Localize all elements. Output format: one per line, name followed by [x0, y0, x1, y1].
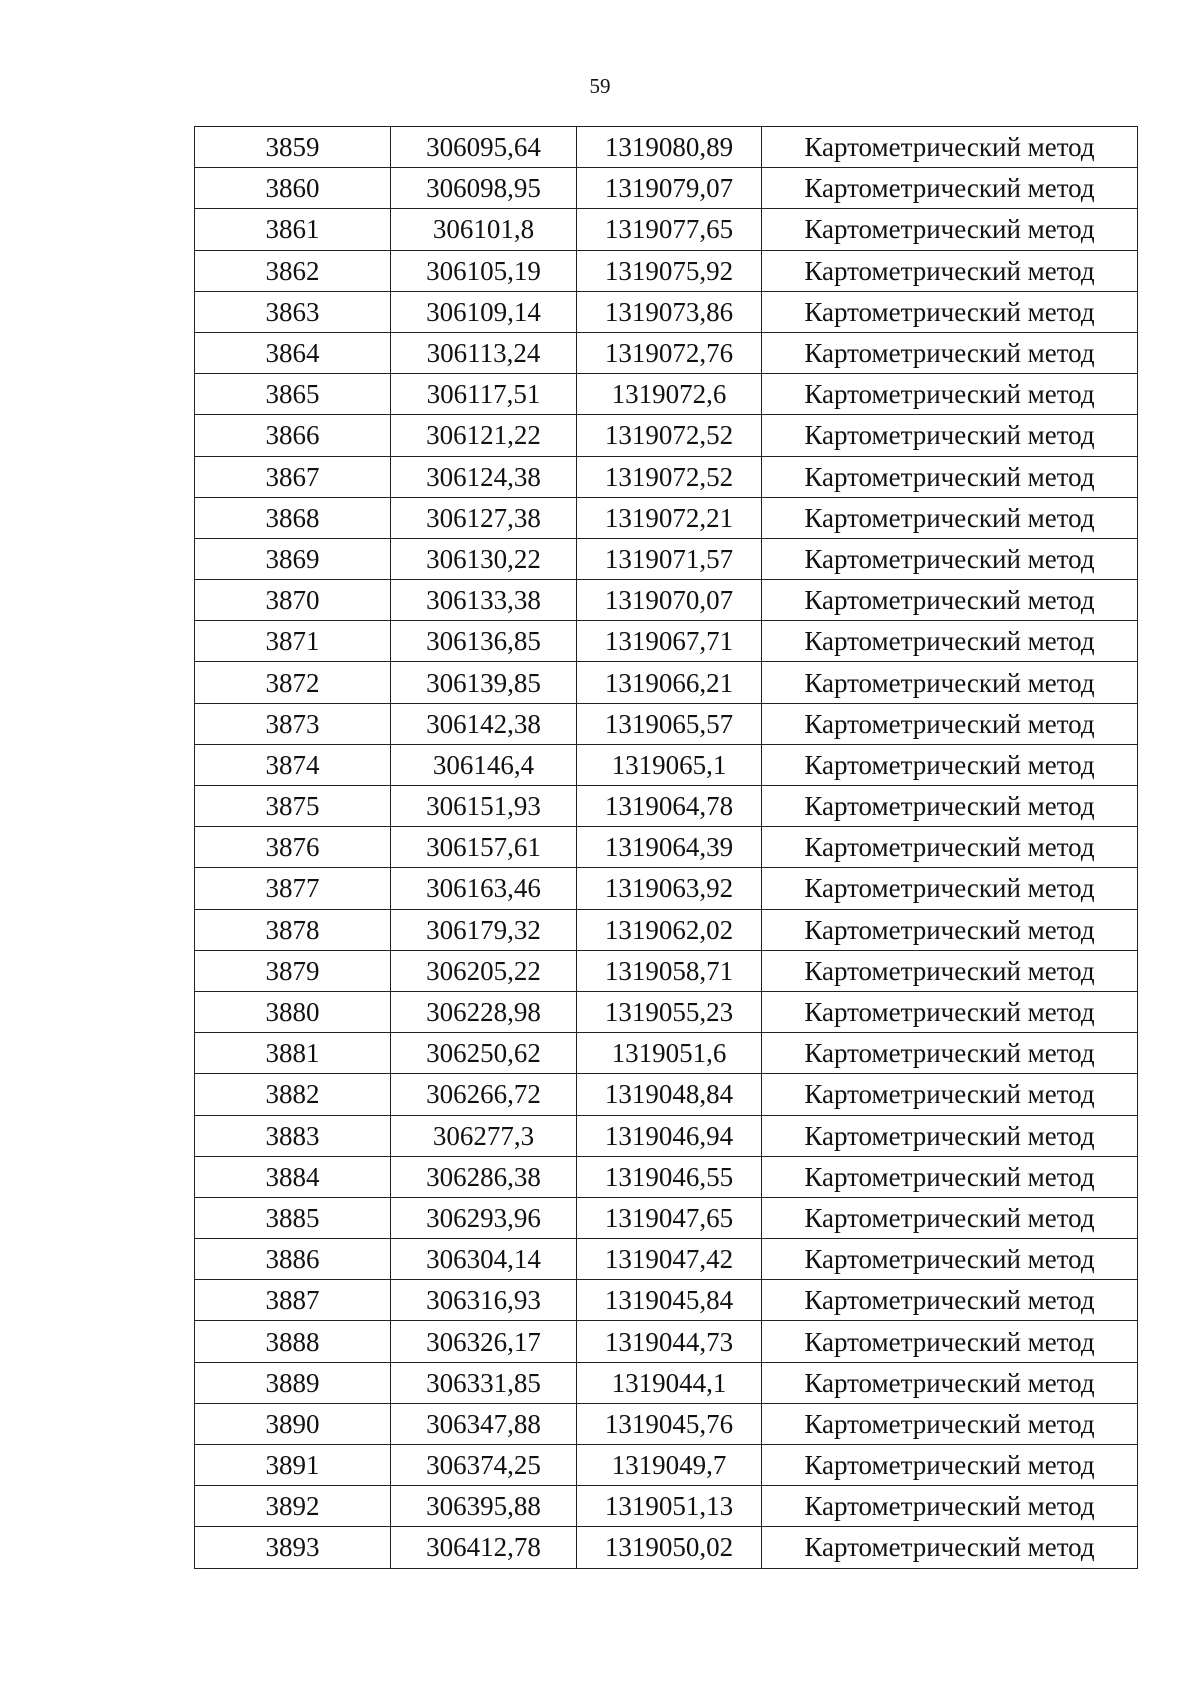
method-cell: Картометрический метод: [762, 374, 1138, 415]
y-coordinate-cell: 1319045,76: [577, 1403, 762, 1444]
table-row: [195, 1239, 1138, 1280]
y-coordinate-cell: 1319051,6: [577, 1033, 762, 1074]
point-number-cell: 3874: [195, 744, 391, 785]
point-number-cell: 3875: [195, 786, 391, 827]
method-cell: Картометрический метод: [762, 209, 1138, 250]
y-coordinate-cell: 1319064,39: [577, 827, 762, 868]
point-number-cell: 3877: [195, 868, 391, 909]
x-coordinate-cell: 306124,38: [391, 456, 577, 497]
y-coordinate-cell: 1319066,21: [577, 662, 762, 703]
point-number-cell: 3879: [195, 950, 391, 991]
method-cell: Картометрический метод: [762, 991, 1138, 1032]
table-row: [195, 662, 1138, 703]
table-row: [195, 1074, 1138, 1115]
point-number-cell: 3880: [195, 991, 391, 1032]
table-row: [195, 991, 1138, 1032]
table-row: [195, 1280, 1138, 1321]
method-cell: Картометрический метод: [762, 950, 1138, 991]
x-coordinate-cell: 306347,88: [391, 1403, 577, 1444]
method-cell: Картометрический метод: [762, 415, 1138, 456]
x-coordinate-cell: 306130,22: [391, 538, 577, 579]
point-number-cell: 3872: [195, 662, 391, 703]
table-row: [195, 209, 1138, 250]
method-cell: Картометрический метод: [762, 497, 1138, 538]
method-cell: Картометрический метод: [762, 168, 1138, 209]
table-row: [195, 332, 1138, 373]
x-coordinate-cell: 306117,51: [391, 374, 577, 415]
x-coordinate-cell: 306304,14: [391, 1239, 577, 1280]
x-coordinate-cell: 306139,85: [391, 662, 577, 703]
y-coordinate-cell: 1319049,7: [577, 1445, 762, 1486]
x-coordinate-cell: 306286,38: [391, 1156, 577, 1197]
point-number-cell: 3887: [195, 1280, 391, 1321]
coordinates-table: [194, 126, 1138, 1569]
x-coordinate-cell: 306109,14: [391, 291, 577, 332]
point-number-cell: 3878: [195, 909, 391, 950]
method-cell: Картометрический метод: [762, 1403, 1138, 1444]
table-row: [195, 538, 1138, 579]
y-coordinate-cell: 1319075,92: [577, 250, 762, 291]
y-coordinate-cell: 1319071,57: [577, 538, 762, 579]
method-cell: Картометрический метод: [762, 127, 1138, 168]
x-coordinate-cell: 306157,61: [391, 827, 577, 868]
y-coordinate-cell: 1319063,92: [577, 868, 762, 909]
point-number-cell: 3884: [195, 1156, 391, 1197]
y-coordinate-cell: 1319046,94: [577, 1115, 762, 1156]
y-coordinate-cell: 1319046,55: [577, 1156, 762, 1197]
point-number-cell: 3876: [195, 827, 391, 868]
x-coordinate-cell: 306205,22: [391, 950, 577, 991]
table-row: [195, 291, 1138, 332]
y-coordinate-cell: 1319067,71: [577, 621, 762, 662]
point-number-cell: 3873: [195, 703, 391, 744]
x-coordinate-cell: 306101,8: [391, 209, 577, 250]
point-number-cell: 3860: [195, 168, 391, 209]
y-coordinate-cell: 1319055,23: [577, 991, 762, 1032]
x-coordinate-cell: 306250,62: [391, 1033, 577, 1074]
x-coordinate-cell: 306316,93: [391, 1280, 577, 1321]
method-cell: Картометрический метод: [762, 909, 1138, 950]
point-number-cell: 3870: [195, 580, 391, 621]
method-cell: Картометрический метод: [762, 703, 1138, 744]
method-cell: Картометрический метод: [762, 580, 1138, 621]
x-coordinate-cell: 306266,72: [391, 1074, 577, 1115]
table-row: [195, 168, 1138, 209]
table-row: [195, 868, 1138, 909]
table-row: [195, 1445, 1138, 1486]
x-coordinate-cell: 306113,24: [391, 332, 577, 373]
method-cell: Картометрический метод: [762, 662, 1138, 703]
y-coordinate-cell: 1319072,6: [577, 374, 762, 415]
point-number-cell: 3885: [195, 1197, 391, 1238]
y-coordinate-cell: 1319079,07: [577, 168, 762, 209]
y-coordinate-cell: 1319048,84: [577, 1074, 762, 1115]
method-cell: Картометрический метод: [762, 1362, 1138, 1403]
page-number: 59: [589, 74, 611, 98]
table-row: [195, 703, 1138, 744]
point-number-cell: 3869: [195, 538, 391, 579]
y-coordinate-cell: 1319045,84: [577, 1280, 762, 1321]
method-cell: Картометрический метод: [762, 538, 1138, 579]
x-coordinate-cell: 306412,78: [391, 1527, 577, 1568]
method-cell: Картометрический метод: [762, 786, 1138, 827]
x-coordinate-cell: 306163,46: [391, 868, 577, 909]
point-number-cell: 3866: [195, 415, 391, 456]
point-number-cell: 3888: [195, 1321, 391, 1362]
point-number-cell: 3859: [195, 127, 391, 168]
table-row: [195, 374, 1138, 415]
x-coordinate-cell: 306277,3: [391, 1115, 577, 1156]
coordinates-table-body: [195, 127, 1138, 1569]
table-row: [195, 1321, 1138, 1362]
y-coordinate-cell: 1319050,02: [577, 1527, 762, 1568]
table-row: [195, 250, 1138, 291]
method-cell: Картометрический метод: [762, 1445, 1138, 1486]
y-coordinate-cell: 1319072,52: [577, 415, 762, 456]
method-cell: Картометрический метод: [762, 1033, 1138, 1074]
point-number-cell: 3864: [195, 332, 391, 373]
table-row: [195, 1527, 1138, 1568]
y-coordinate-cell: 1319044,1: [577, 1362, 762, 1403]
point-number-cell: 3865: [195, 374, 391, 415]
x-coordinate-cell: 306127,38: [391, 497, 577, 538]
point-number-cell: 3871: [195, 621, 391, 662]
x-coordinate-cell: 306374,25: [391, 1445, 577, 1486]
y-coordinate-cell: 1319044,73: [577, 1321, 762, 1362]
y-coordinate-cell: 1319065,57: [577, 703, 762, 744]
point-number-cell: 3892: [195, 1486, 391, 1527]
y-coordinate-cell: 1319072,76: [577, 332, 762, 373]
table-row: [195, 1115, 1138, 1156]
x-coordinate-cell: 306151,93: [391, 786, 577, 827]
table-row: [195, 1486, 1138, 1527]
x-coordinate-cell: 306228,98: [391, 991, 577, 1032]
x-coordinate-cell: 306331,85: [391, 1362, 577, 1403]
point-number-cell: 3890: [195, 1403, 391, 1444]
method-cell: Картометрический метод: [762, 1527, 1138, 1568]
point-number-cell: 3881: [195, 1033, 391, 1074]
x-coordinate-cell: 306098,95: [391, 168, 577, 209]
point-number-cell: 3863: [195, 291, 391, 332]
point-number-cell: 3882: [195, 1074, 391, 1115]
method-cell: Картометрический метод: [762, 827, 1138, 868]
x-coordinate-cell: 306326,17: [391, 1321, 577, 1362]
method-cell: Картометрический метод: [762, 332, 1138, 373]
x-coordinate-cell: 306395,88: [391, 1486, 577, 1527]
x-coordinate-cell: 306121,22: [391, 415, 577, 456]
method-cell: Картометрический метод: [762, 1239, 1138, 1280]
table-row: [195, 909, 1138, 950]
x-coordinate-cell: 306293,96: [391, 1197, 577, 1238]
method-cell: Картометрический метод: [762, 744, 1138, 785]
method-cell: Картометрический метод: [762, 868, 1138, 909]
y-coordinate-cell: 1319070,07: [577, 580, 762, 621]
point-number-cell: 3893: [195, 1527, 391, 1568]
method-cell: Картометрический метод: [762, 1197, 1138, 1238]
method-cell: Картометрический метод: [762, 250, 1138, 291]
method-cell: Картометрический метод: [762, 1115, 1138, 1156]
x-coordinate-cell: 306179,32: [391, 909, 577, 950]
point-number-cell: 3886: [195, 1239, 391, 1280]
table-row: [195, 786, 1138, 827]
y-coordinate-cell: 1319077,65: [577, 209, 762, 250]
table-row: [195, 1362, 1138, 1403]
method-cell: Картометрический метод: [762, 1074, 1138, 1115]
point-number-cell: 3883: [195, 1115, 391, 1156]
point-number-cell: 3861: [195, 209, 391, 250]
y-coordinate-cell: 1319072,52: [577, 456, 762, 497]
point-number-cell: 3868: [195, 497, 391, 538]
table-row: [195, 621, 1138, 662]
x-coordinate-cell: 306146,4: [391, 744, 577, 785]
point-number-cell: 3891: [195, 1445, 391, 1486]
table-row: [195, 744, 1138, 785]
y-coordinate-cell: 1319047,42: [577, 1239, 762, 1280]
point-number-cell: 3867: [195, 456, 391, 497]
table-row: [195, 827, 1138, 868]
table-row: [195, 456, 1138, 497]
y-coordinate-cell: 1319051,13: [577, 1486, 762, 1527]
x-coordinate-cell: 306105,19: [391, 250, 577, 291]
y-coordinate-cell: 1319047,65: [577, 1197, 762, 1238]
x-coordinate-cell: 306095,64: [391, 127, 577, 168]
method-cell: Картометрический метод: [762, 1156, 1138, 1197]
x-coordinate-cell: 306136,85: [391, 621, 577, 662]
method-cell: Картометрический метод: [762, 1321, 1138, 1362]
point-number-cell: 3862: [195, 250, 391, 291]
table-row: [195, 1403, 1138, 1444]
method-cell: Картометрический метод: [762, 621, 1138, 662]
x-coordinate-cell: 306142,38: [391, 703, 577, 744]
y-coordinate-cell: 1319062,02: [577, 909, 762, 950]
method-cell: Картометрический метод: [762, 456, 1138, 497]
table-row: [195, 127, 1138, 168]
y-coordinate-cell: 1319072,21: [577, 497, 762, 538]
y-coordinate-cell: 1319064,78: [577, 786, 762, 827]
y-coordinate-cell: 1319058,71: [577, 950, 762, 991]
table-row: [195, 1197, 1138, 1238]
y-coordinate-cell: 1319073,86: [577, 291, 762, 332]
x-coordinate-cell: 306133,38: [391, 580, 577, 621]
table-row: [195, 497, 1138, 538]
table-row: [195, 580, 1138, 621]
method-cell: Картометрический метод: [762, 1280, 1138, 1321]
method-cell: Картометрический метод: [762, 1486, 1138, 1527]
y-coordinate-cell: 1319080,89: [577, 127, 762, 168]
method-cell: Картометрический метод: [762, 291, 1138, 332]
table-row: [195, 1156, 1138, 1197]
y-coordinate-cell: 1319065,1: [577, 744, 762, 785]
table-row: [195, 950, 1138, 991]
table-row: [195, 1033, 1138, 1074]
table-row: [195, 415, 1138, 456]
point-number-cell: 3889: [195, 1362, 391, 1403]
